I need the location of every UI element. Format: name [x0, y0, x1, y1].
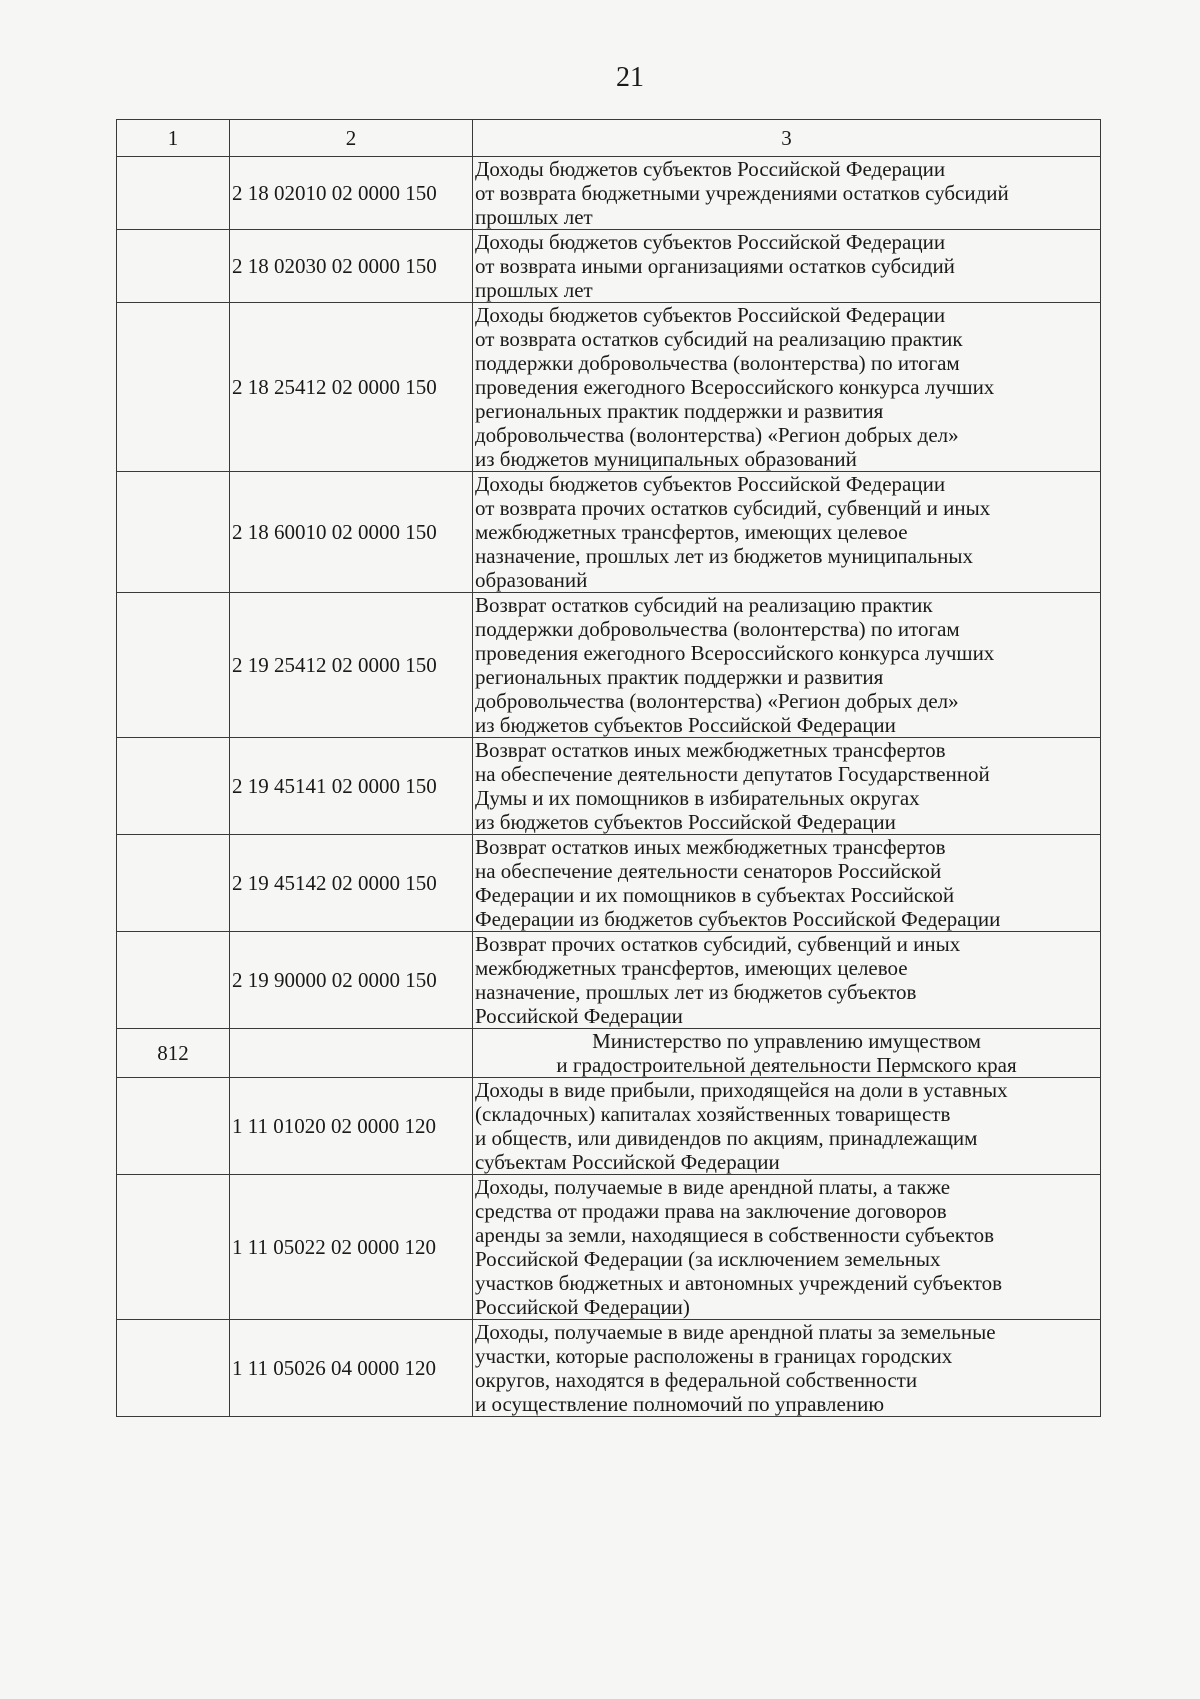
description-line: от возврата прочих остатков субсидий, субвенций и иных	[475, 496, 991, 520]
description-line: межбюджетных трансфертов, имеющих целевое	[475, 956, 908, 980]
description-line: Доходы бюджетов субъектов Российской Федерации	[475, 230, 946, 254]
budget-code-cell: 2 19 25412 02 0000 150	[230, 593, 473, 738]
description-line: и градостроительной деятельности Пермского края	[556, 1053, 1017, 1077]
description-line: Федерации и их помощников в субъектах Российской	[475, 883, 955, 907]
admin-code-cell	[117, 835, 230, 932]
table-row	[117, 1029, 1101, 1078]
admin-code-cell	[117, 593, 230, 738]
admin-code-cell	[117, 738, 230, 835]
description-line: субъектам Российской Федерации	[475, 1150, 780, 1174]
description-cell	[473, 230, 1101, 303]
description-line: назначение, прошлых лет из бюджетов субъектов	[475, 980, 917, 1004]
description-line: Российской Федерации	[475, 1004, 683, 1028]
description-line: Возврат прочих остатков субсидий, субвенций и иных	[475, 932, 961, 956]
table-row	[117, 835, 1101, 932]
description-line: от возврата остатков субсидий на реализацию практик	[475, 327, 963, 351]
admin-code-cell	[117, 230, 230, 303]
description-cell	[473, 593, 1101, 738]
table-row	[117, 472, 1101, 593]
description-cell	[473, 1078, 1101, 1175]
table-row	[117, 303, 1101, 472]
description-line: Доходы бюджетов субъектов Российской Федерации	[475, 157, 946, 181]
description-line: прошлых лет	[475, 278, 593, 302]
revenue-codes-table	[116, 119, 1101, 1417]
description-line: Доходы бюджетов субъектов Российской Федерации	[475, 472, 946, 496]
admin-code-cell	[117, 1320, 230, 1417]
description-line: поддержки добровольчества (волонтерства) по итогам	[475, 617, 960, 641]
description-line: (складочных) капиталах хозяйственных товариществ	[475, 1102, 951, 1126]
description-line: Возврат остатков иных межбюджетных трансфертов	[475, 835, 946, 859]
description-cell	[473, 1320, 1101, 1417]
table-row	[117, 1175, 1101, 1320]
table-row	[117, 157, 1101, 230]
description-line: на обеспечение деятельности сенаторов Российской	[475, 859, 942, 883]
description-line: Министерство по управлению имуществом	[592, 1029, 981, 1053]
description-cell	[473, 303, 1101, 472]
admin-code-cell	[117, 303, 230, 472]
table-row	[117, 738, 1101, 835]
table-header-row	[117, 120, 1101, 157]
description-line: аренды за земли, находящиеся в собственности субъектов	[475, 1223, 995, 1247]
description-cell	[473, 932, 1101, 1029]
table-row	[117, 1320, 1101, 1417]
header-col-2: 2	[230, 120, 473, 157]
description-line: Доходы, получаемые в виде арендной платы за земельные	[475, 1320, 996, 1344]
budget-code-cell: 1 11 01020 02 0000 120	[230, 1078, 473, 1175]
budget-code-cell: 2 18 02010 02 0000 150	[230, 157, 473, 230]
description-line: округов, находятся в федеральной собственности	[475, 1368, 918, 1392]
description-line: Возврат остатков субсидий на реализацию практик	[475, 593, 933, 617]
description-line: поддержки добровольчества (волонтерства) по итогам	[475, 351, 960, 375]
page-number: 21	[616, 62, 644, 93]
description-line: межбюджетных трансфертов, имеющих целевое	[475, 520, 908, 544]
description-cell	[473, 472, 1101, 593]
description-line: и обществ, или дивидендов по акциям, принадлежащим	[475, 1126, 978, 1150]
budget-code-cell: 1 11 05022 02 0000 120	[230, 1175, 473, 1320]
budget-code-cell: 2 19 45141 02 0000 150	[230, 738, 473, 835]
header-col-3: 3	[473, 120, 1101, 157]
table-body	[117, 157, 1101, 1417]
budget-code-cell: 2 19 45142 02 0000 150	[230, 835, 473, 932]
admin-code-cell	[117, 157, 230, 230]
description-line: Российской Федерации (за исключением земельных	[475, 1247, 941, 1271]
description-cell	[473, 1175, 1101, 1320]
description-line: прошлых лет	[475, 205, 593, 229]
description-line: образований	[475, 568, 588, 592]
description-line: Доходы в виде прибыли, приходящейся на доли в уставных	[475, 1078, 1008, 1102]
description-line: региональных практик поддержки и развития	[475, 665, 884, 689]
table-row	[117, 1078, 1101, 1175]
description-line: региональных практик поддержки и развития	[475, 399, 884, 423]
description-line: из бюджетов субъектов Российской Федерации	[475, 810, 896, 834]
description-line: назначение, прошлых лет из бюджетов муниципальных	[475, 544, 974, 568]
table-row	[117, 593, 1101, 738]
description-line: Думы и их помощников в избирательных округах	[475, 786, 920, 810]
description-line: Российской Федерации)	[475, 1295, 690, 1319]
budget-code-cell	[230, 1029, 473, 1078]
description-cell	[473, 157, 1101, 230]
admin-code-cell: 812	[117, 1029, 230, 1078]
budget-code-cell: 2 19 90000 02 0000 150	[230, 932, 473, 1029]
description-line: участков бюджетных и автономных учреждений субъектов	[475, 1271, 1003, 1295]
budget-code-cell: 2 18 60010 02 0000 150	[230, 472, 473, 593]
description-cell	[473, 1029, 1101, 1078]
description-line: Возврат остатков иных межбюджетных трансфертов	[475, 738, 946, 762]
admin-code-cell	[117, 472, 230, 593]
description-line: на обеспечение деятельности депутатов Государственной	[475, 762, 990, 786]
admin-code-cell	[117, 1078, 230, 1175]
admin-code-cell	[117, 932, 230, 1029]
header-col-1: 1	[117, 120, 230, 157]
description-line: Доходы, получаемые в виде арендной платы, а также	[475, 1175, 951, 1199]
description-line: добровольчества (волонтерства) «Регион добрых дел»	[475, 423, 959, 447]
description-line: проведения ежегодного Всероссийского конкурса лучших	[475, 641, 995, 665]
budget-code-cell: 1 11 05026 04 0000 120	[230, 1320, 473, 1417]
table-row	[117, 230, 1101, 303]
description-line: из бюджетов субъектов Российской Федерации	[475, 713, 896, 737]
description-line: Доходы бюджетов субъектов Российской Федерации	[475, 303, 946, 327]
description-line: проведения ежегодного Всероссийского конкурса лучших	[475, 375, 995, 399]
admin-code-cell	[117, 1175, 230, 1320]
description-line: Федерации из бюджетов субъектов Российской Федерации	[475, 907, 1001, 931]
description-cell	[473, 738, 1101, 835]
description-line: из бюджетов муниципальных образований	[475, 447, 857, 471]
budget-code-cell: 2 18 25412 02 0000 150	[230, 303, 473, 472]
description-line: и осуществление полномочий по управлению	[475, 1392, 885, 1416]
description-cell	[473, 835, 1101, 932]
description-line: средства от продажи права на заключение договоров	[475, 1199, 947, 1223]
description-line: добровольчества (волонтерства) «Регион добрых дел»	[475, 689, 959, 713]
budget-code-cell: 2 18 02030 02 0000 150	[230, 230, 473, 303]
table-row	[117, 932, 1101, 1029]
description-line: от возврата бюджетными учреждениями остатков субсидий	[475, 181, 1009, 205]
description-line: от возврата иными организациями остатков субсидий	[475, 254, 955, 278]
description-line: участки, которые расположены в границах городских	[475, 1344, 953, 1368]
